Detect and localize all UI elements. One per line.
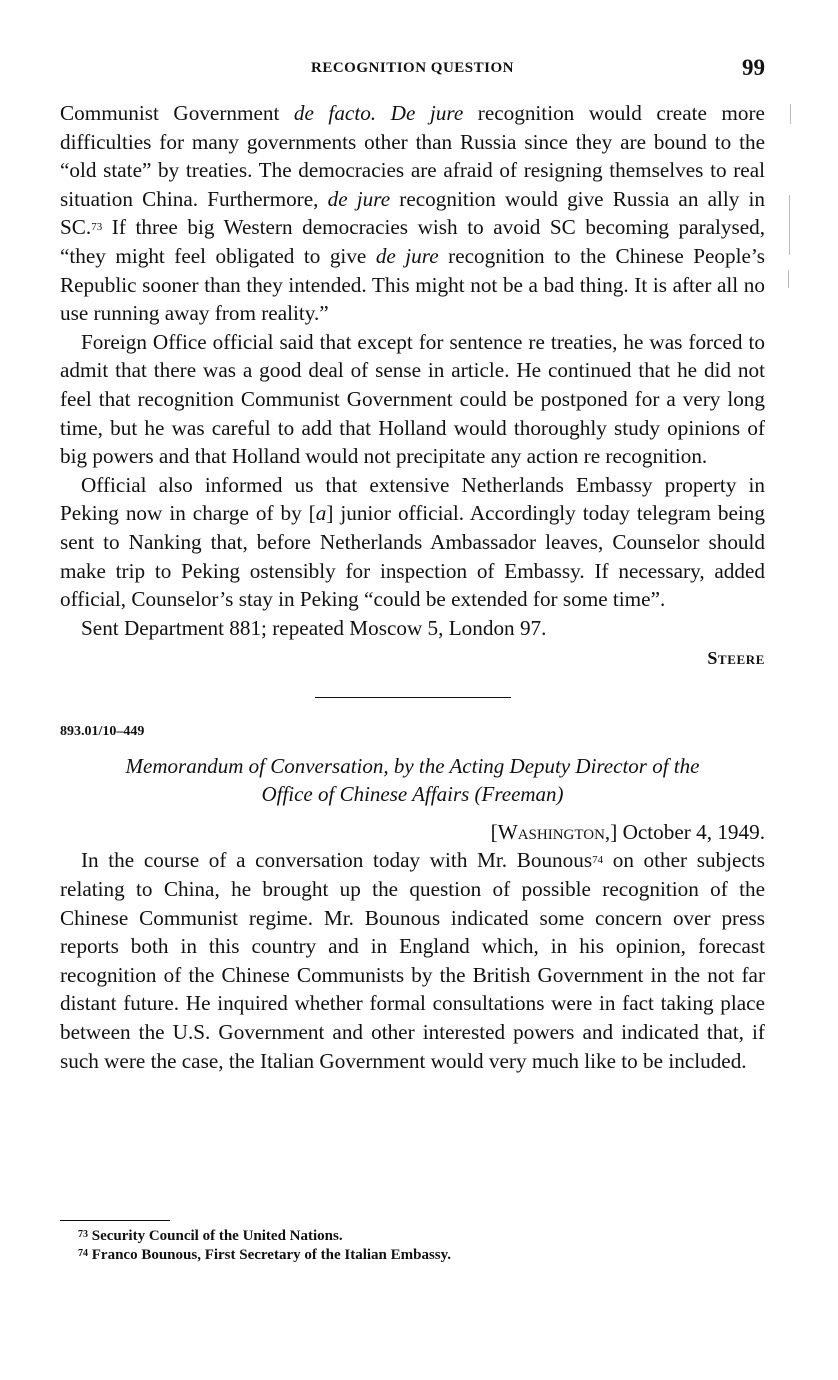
footnote-ref-73: 73: [91, 221, 103, 234]
text-run: recognition to the Chinese People’s Republic sooner than they intended. This might not be a bad thing. It is after all no use running away from reality.”: [60, 243, 766, 326]
page-body: [60, 99, 765, 1075]
paragraph-continued: [60, 99, 765, 328]
italic-run: De jure: [390, 101, 464, 125]
paragraph: Foreign Office official said that except for sentence re treaties, he was forced to admit that there was a good deal of sense in article. He continued that he did not feel that recognition Communist Government could be postponed for a very long time, but he was careful to add that Holland would thoroughly study opinions of big powers and that Holland would not precipitate any action re recognition.: [60, 329, 765, 469]
footnotes: [60, 1220, 765, 1265]
footnote: [60, 1246, 765, 1265]
scan-margin-mark: [788, 270, 789, 288]
footnote-number: 74: [78, 1248, 88, 1259]
dateline: [60, 818, 765, 847]
memo-title-line: Memorandum of Conversation, by the Acting Deputy Director of the: [125, 753, 700, 778]
footnote-text: Security Council of the United Nations.: [88, 1228, 343, 1244]
file-number: 893.01/10–449: [60, 723, 145, 739]
dateline-place: [Washington,]: [490, 819, 618, 844]
paragraph: [60, 471, 765, 614]
text-run: [376, 101, 391, 125]
italic-run: de facto.: [293, 101, 377, 125]
page-number: 99: [742, 55, 765, 80]
scan-margin-mark: [790, 104, 791, 124]
dateline-date: October 4, 1949.: [617, 819, 765, 844]
signature: Steere: [707, 648, 765, 669]
running-head: RECOGNITION QUESTION: [311, 60, 514, 76]
text-run: recognition would give Russia an ally in SC.: [60, 186, 766, 240]
page-header: [60, 57, 765, 81]
scan-margin-mark: [789, 195, 790, 255]
paragraph: Sent Department 881; repeated Moscow 5, London 97.: [81, 615, 547, 640]
memo-title-line: Office of Chinese Affairs (Freeman): [261, 781, 564, 806]
text-run: Communist Government: [60, 101, 294, 125]
text-run: In the course of a conversation today with Mr. Bounous: [81, 848, 593, 873]
text-run: Official also informed us that extensive Netherlands Embassy property in Peking now in charge of by [: [60, 472, 765, 526]
footnote-ref-74: 74: [592, 854, 604, 867]
italic-run: de jure: [375, 243, 439, 268]
footnote: [60, 1227, 765, 1246]
footnote-text: Franco Bounous, First Secretary of the Italian Embassy.: [88, 1247, 452, 1263]
italic-run: de jure: [327, 186, 391, 211]
text-run: If three big Western democracies wish to avoid SC becoming paralysed, “they might feel obligated to give: [60, 215, 765, 268]
section-divider: [315, 697, 511, 698]
memo-title: [60, 752, 765, 808]
footnote-rule: [60, 1220, 170, 1221]
footnote-number: 73: [78, 1229, 88, 1240]
text-run: on other subjects relating to China, he brought up the question of possible recognition of the Chinese Communist regime. Mr. Bounous indicated some concern over press reports both in this country and in England which, in his opinion, forecast recognition of the Chinese Communists by the British Government in the not far distant future. He inquired whether formal consultations were in fact taking place between the U.S. Government and other interested powers and indicated that, if such were the case, the Italian Government would very much like to be included.: [60, 848, 766, 1073]
italic-run: a: [315, 501, 327, 526]
text-run: recognition would create more difficulties for many governments other than Russia since they are bound to the “old state” by treaties. The democracies are afraid of resigning themselves to real situation China. Furthermore,: [60, 101, 765, 211]
paragraph: [60, 846, 765, 1075]
text-run: ] junior official. Accordingly today telegram being sent to Nanking that, before Netherlands Ambassador leaves, Counselor should make trip to Peking ostensibly for inspection of Embassy. If necessary, added official, Counselor’s stay in Peking “could be extended for some time”.: [60, 501, 765, 612]
